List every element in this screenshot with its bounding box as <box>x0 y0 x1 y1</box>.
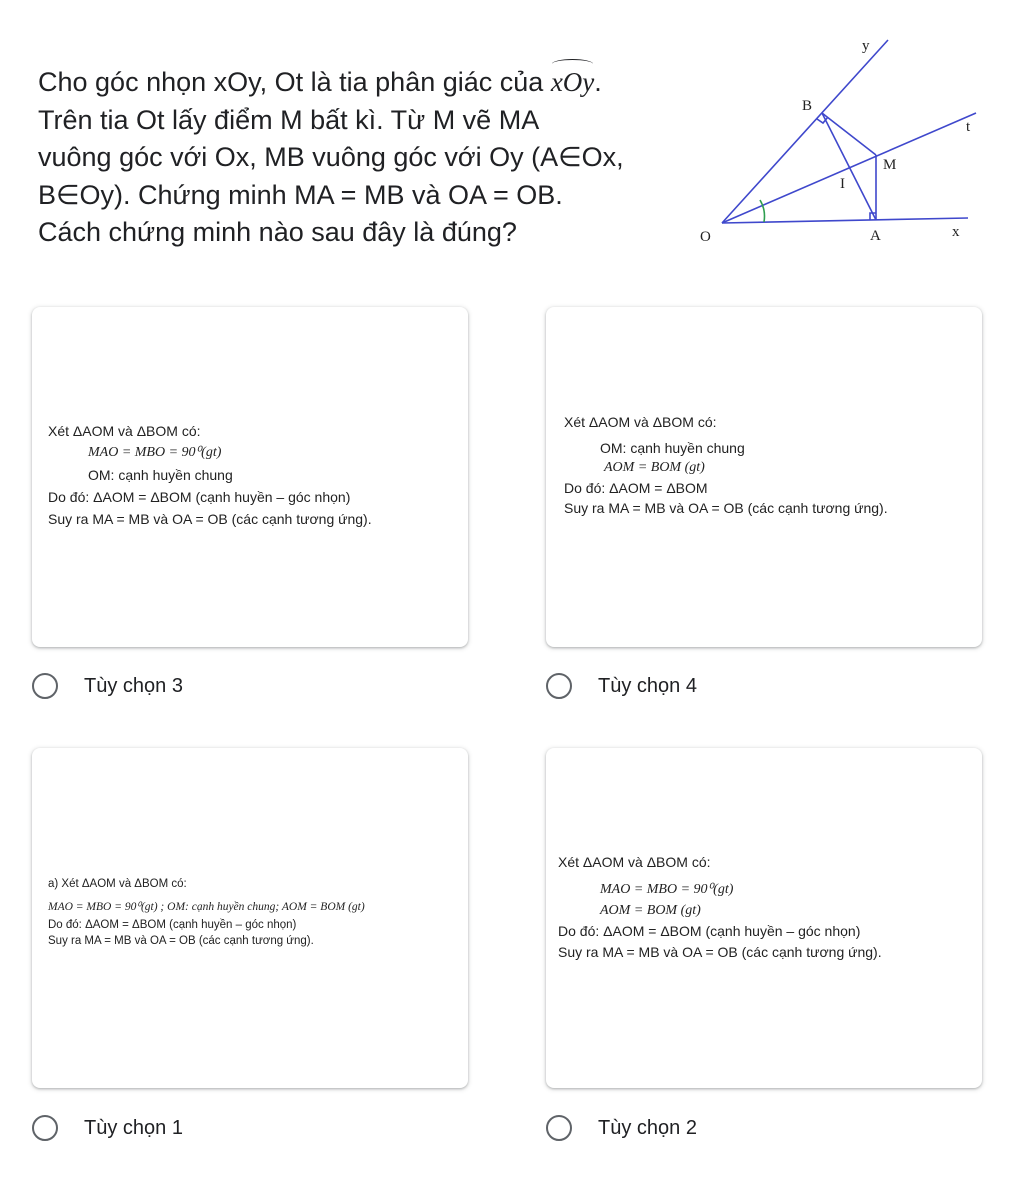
label-o: O <box>700 229 711 245</box>
option-4-radio[interactable] <box>546 673 572 699</box>
option-3-content <box>48 420 468 530</box>
option-4-line-1: Xét ΔAOM và ΔBOM có: <box>564 414 717 430</box>
label-i: I <box>840 176 845 192</box>
question-line-5: Cách chứng minh nào sau đây là đúng? <box>38 217 517 247</box>
option-3-line-5: Suy ra MA = MB và OA = OB (các cạnh tương ứng). <box>48 511 372 527</box>
option-3-line-2: MAO = MBO = 90⁰(gt) <box>88 445 222 460</box>
option-2-choice[interactable] <box>546 1115 697 1141</box>
segment-ba <box>822 113 876 220</box>
option-card-1[interactable] <box>32 748 468 1088</box>
option-2-radio[interactable] <box>546 1115 572 1141</box>
option-card-3[interactable] <box>32 307 468 647</box>
geometry-figure <box>690 30 1000 255</box>
option-2-content <box>558 852 982 963</box>
option-card-4[interactable] <box>546 307 982 647</box>
option-2-line-2: MAO = MBO = 90⁰(gt) <box>600 882 734 897</box>
option-4-choice[interactable] <box>546 673 697 699</box>
label-x: x <box>952 224 960 240</box>
option-3-line-4: Do đó: ΔAOM = ΔBOM (cạnh huyền – góc nhọn) <box>48 489 351 505</box>
question-line-1: Cho góc nhọn xOy, Ot là tia phân giác của xOy. <box>38 64 718 102</box>
option-4-line-2: OM: cạnh huyền chung <box>600 440 745 456</box>
angle-xoy: xOy <box>551 64 594 102</box>
option-3-label: Tùy chọn 3 <box>84 674 183 697</box>
option-4-line-4: Do đó: ΔAOM = ΔBOM <box>564 480 708 496</box>
option-2-line-1: Xét ΔAOM và ΔBOM có: <box>558 854 711 870</box>
option-1-line-3: Do đó: ΔAOM = ΔBOM (cạnh huyền – góc nhọn) <box>48 919 297 931</box>
ray-ox <box>722 218 968 223</box>
option-3-line-3: OM: cạnh huyền chung <box>88 467 233 483</box>
option-1-content <box>48 876 468 949</box>
option-2-line-5: Suy ra MA = MB và OA = OB (các cạnh tương ứng). <box>558 944 882 960</box>
segment-bm <box>822 113 876 155</box>
label-b: B <box>802 98 813 114</box>
question-line-4: B∈Oy). Chứng minh MA = MB và OA = OB. <box>38 179 563 210</box>
angle-mark <box>760 200 765 222</box>
option-1-line-1: a) Xét ΔAOM và ΔBOM có: <box>48 878 187 890</box>
label-y: y <box>862 38 870 54</box>
label-m: M <box>883 157 897 173</box>
option-card-2[interactable] <box>546 748 982 1088</box>
option-4-line-5: Suy ra MA = MB và OA = OB (các cạnh tương ứng). <box>564 500 888 516</box>
label-a: A <box>870 228 881 244</box>
option-2-line-4: Do đó: ΔAOM = ΔBOM (cạnh huyền – góc nhọn) <box>558 923 861 939</box>
option-2-label: Tùy chọn 2 <box>598 1116 697 1139</box>
option-3-choice[interactable] <box>32 673 183 699</box>
label-t: t <box>966 119 971 135</box>
option-1-line-2: MAO = MBO = 90⁰(gt) ; OM: cạnh huyền chung; AOM = BOM (gt) <box>48 901 365 913</box>
option-3-line-1: Xét ΔAOM và ΔBOM có: <box>48 423 201 439</box>
question-text <box>38 64 718 252</box>
option-1-line-4: Suy ra MA = MB và OA = OB (các cạnh tương ứng). <box>48 935 314 947</box>
question-line-3: vuông góc với Ox, MB vuông góc với Oy (A∈Ox, <box>38 142 624 172</box>
option-4-label: Tùy chọn 4 <box>598 674 697 697</box>
option-1-choice[interactable] <box>32 1115 183 1141</box>
option-2-line-3: AOM = BOM (gt) <box>600 903 701 918</box>
option-4-line-3: AOM = BOM (gt) <box>604 460 705 475</box>
option-4-content <box>564 412 982 518</box>
option-1-radio[interactable] <box>32 1115 58 1141</box>
question-line-2: Trên tia Ot lấy điểm M bất kì. Từ M vẽ MA <box>38 104 540 135</box>
option-3-radio[interactable] <box>32 673 58 699</box>
option-1-label: Tùy chọn 1 <box>84 1116 183 1139</box>
